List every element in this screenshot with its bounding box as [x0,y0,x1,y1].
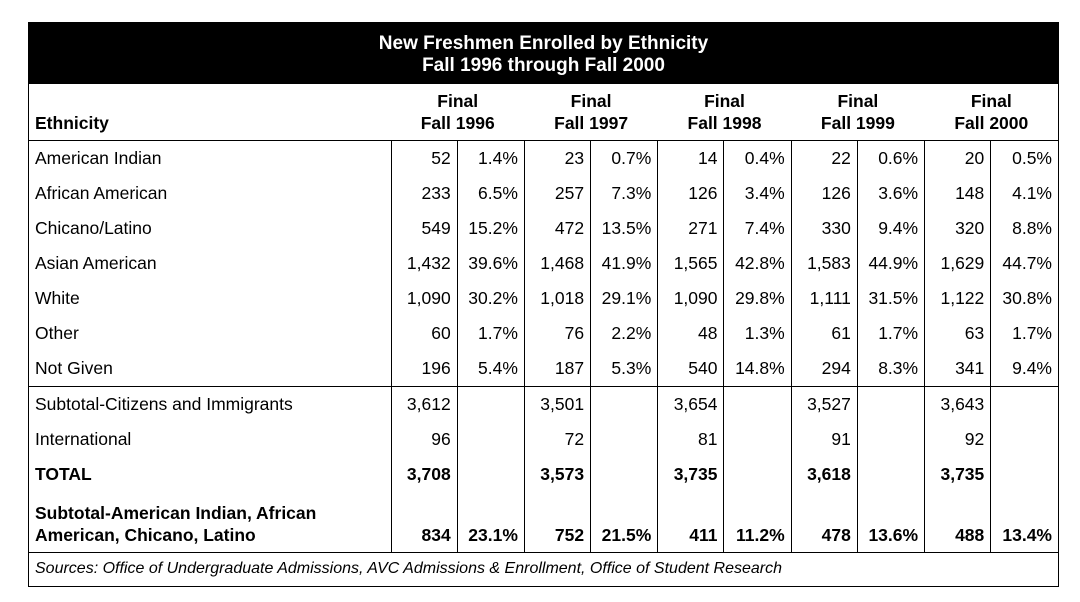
percent-cell: 21.5% [591,492,658,552]
source-note: Sources: Office of Undergraduate Admissions, AVC Admissions & Enrollment, Office of Student Research [29,552,1058,586]
count-cell: 320 [925,211,991,246]
count-cell: 488 [925,492,991,552]
count-cell: 540 [658,351,724,387]
percent-cell [457,387,524,423]
percent-cell: 0.4% [724,141,791,177]
percent-cell [591,457,658,492]
count-cell: 834 [391,492,457,552]
percent-cell: 41.9% [591,246,658,281]
count-cell: 1,565 [658,246,724,281]
percent-cell [724,422,791,457]
row-label: White [29,281,391,316]
row-label: Other [29,316,391,351]
count-cell: 549 [391,211,457,246]
percent-cell: 7.4% [724,211,791,246]
count-cell: 330 [791,211,857,246]
percent-cell: 13.6% [857,492,924,552]
count-cell: 23 [524,141,590,177]
count-cell: 257 [524,176,590,211]
count-cell: 341 [925,351,991,387]
percent-cell [457,457,524,492]
row-label: International [29,422,391,457]
count-cell: 478 [791,492,857,552]
count-cell: 76 [524,316,590,351]
percent-cell [991,387,1058,423]
header-ethnicity: Ethnicity [29,84,391,141]
count-cell: 61 [791,316,857,351]
count-cell: 3,612 [391,387,457,423]
percent-cell: 1.7% [1012,323,1052,343]
percent-cell: 11.2% [724,492,791,552]
count-cell: 1,468 [524,246,590,281]
percent-cell: 3.4% [724,176,791,211]
title-line-2: Fall 1996 through Fall 2000 [422,55,665,76]
count-cell: 3,618 [791,457,857,492]
table-row [29,141,1058,177]
percent-cell: 9.4% [1012,358,1052,378]
percent-cell: 0.6% [857,141,924,177]
percent-cell: 0.7% [591,141,658,177]
header-fall-1999: Final Fall 1999 [791,84,924,141]
count-cell: 91 [791,422,857,457]
percent-cell [991,422,1058,457]
table-row [29,211,1058,246]
header-fall-2000: Final Fall 2000 [925,84,1058,141]
count-cell: 1,122 [925,281,991,316]
percent-cell [591,387,658,423]
percent-cell [591,422,658,457]
row-label: African American [29,176,391,211]
count-cell: 1,090 [658,281,724,316]
percent-cell: 8.3% [857,351,924,387]
percent-cell: 13.4% [1002,525,1052,545]
percent-cell: 29.8% [724,281,791,316]
count-cell: 148 [925,176,991,211]
percent-cell: 23.1% [457,492,524,552]
table-row [29,457,1058,492]
percent-cell [991,457,1058,492]
table-row [29,316,1058,351]
count-cell: 3,501 [524,387,590,423]
count-cell: 187 [524,351,590,387]
count-cell: 3,643 [925,387,991,423]
row-label: TOTAL [29,457,391,492]
count-cell: 14 [658,141,724,177]
enrollment-table [29,84,1058,552]
table-row [29,176,1058,211]
table-row [29,422,1058,457]
percent-cell: 1.7% [457,316,524,351]
percent-cell: 5.3% [591,351,658,387]
percent-cell: 15.2% [457,211,524,246]
percent-cell: 4.1% [1012,183,1052,203]
percent-cell: 44.9% [857,246,924,281]
percent-cell [857,387,924,423]
count-cell: 1,018 [524,281,590,316]
percent-cell [857,457,924,492]
percent-cell: 1.7% [857,316,924,351]
count-cell: 233 [391,176,457,211]
percent-cell [857,422,924,457]
percent-cell: 13.5% [591,211,658,246]
count-cell: 96 [391,422,457,457]
count-cell: 63 [925,316,991,351]
percent-cell: 0.5% [1012,148,1052,168]
count-cell: 3,708 [391,457,457,492]
title-line-1: New Freshmen Enrolled by Ethnicity [378,33,709,54]
header-fall-1996: Final Fall 1996 [391,84,524,141]
count-cell: 126 [658,176,724,211]
count-cell: 472 [524,211,590,246]
percent-cell [457,422,524,457]
percent-cell: 1.4% [457,141,524,177]
percent-cell: 5.4% [457,351,524,387]
count-cell: 60 [391,316,457,351]
count-cell: 3,735 [658,457,724,492]
row-label: Not Given [29,351,391,387]
row-label: Asian American [29,246,391,281]
count-cell: 1,432 [391,246,457,281]
row-label: Chicano/Latino [29,211,391,246]
percent-cell: 42.8% [724,246,791,281]
percent-cell: 39.6% [457,246,524,281]
count-cell: 126 [791,176,857,211]
percent-cell: 30.2% [457,281,524,316]
count-cell: 1,629 [925,246,991,281]
percent-cell: 2.2% [591,316,658,351]
count-cell: 294 [791,351,857,387]
count-cell: 20 [925,141,991,177]
count-cell: 1,583 [791,246,857,281]
count-cell: 411 [658,492,724,552]
count-cell: 1,090 [391,281,457,316]
count-cell: 22 [791,141,857,177]
percent-cell: 7.3% [591,176,658,211]
row-label: Subtotal-American Indian, African American, Chicano, Latino [29,492,391,552]
percent-cell: 31.5% [857,281,924,316]
count-cell: 3,654 [658,387,724,423]
count-cell: 81 [658,422,724,457]
header-row [29,84,1058,141]
count-cell: 48 [658,316,724,351]
table-row [29,281,1058,316]
count-cell: 271 [658,211,724,246]
percent-cell [724,387,791,423]
count-cell: 196 [391,351,457,387]
header-fall-1997: Final Fall 1997 [524,84,657,141]
count-cell: 52 [391,141,457,177]
percent-cell: 9.4% [857,211,924,246]
count-cell: 3,527 [791,387,857,423]
count-cell: 72 [524,422,590,457]
percent-cell: 8.8% [1012,218,1052,238]
percent-cell: 1.3% [724,316,791,351]
count-cell: 92 [925,422,991,457]
table-row [29,351,1058,387]
row-label: Subtotal-Citizens and Immigrants [29,387,391,423]
table-row [29,387,1058,423]
percent-cell: 30.8% [1002,288,1052,308]
percent-cell: 3.6% [857,176,924,211]
table-title [29,23,1058,84]
count-cell: 3,573 [524,457,590,492]
row-label: American Indian [29,141,391,177]
table-row [29,492,1058,552]
percent-cell: 29.1% [591,281,658,316]
count-cell: 1,111 [791,281,857,316]
enrollment-table-frame [28,22,1059,587]
percent-cell [724,457,791,492]
percent-cell: 14.8% [724,351,791,387]
percent-cell: 44.7% [1002,253,1052,273]
count-cell: 3,735 [925,457,991,492]
table-row [29,246,1058,281]
percent-cell: 6.5% [457,176,524,211]
count-cell: 752 [524,492,590,552]
header-fall-1998: Final Fall 1998 [658,84,791,141]
